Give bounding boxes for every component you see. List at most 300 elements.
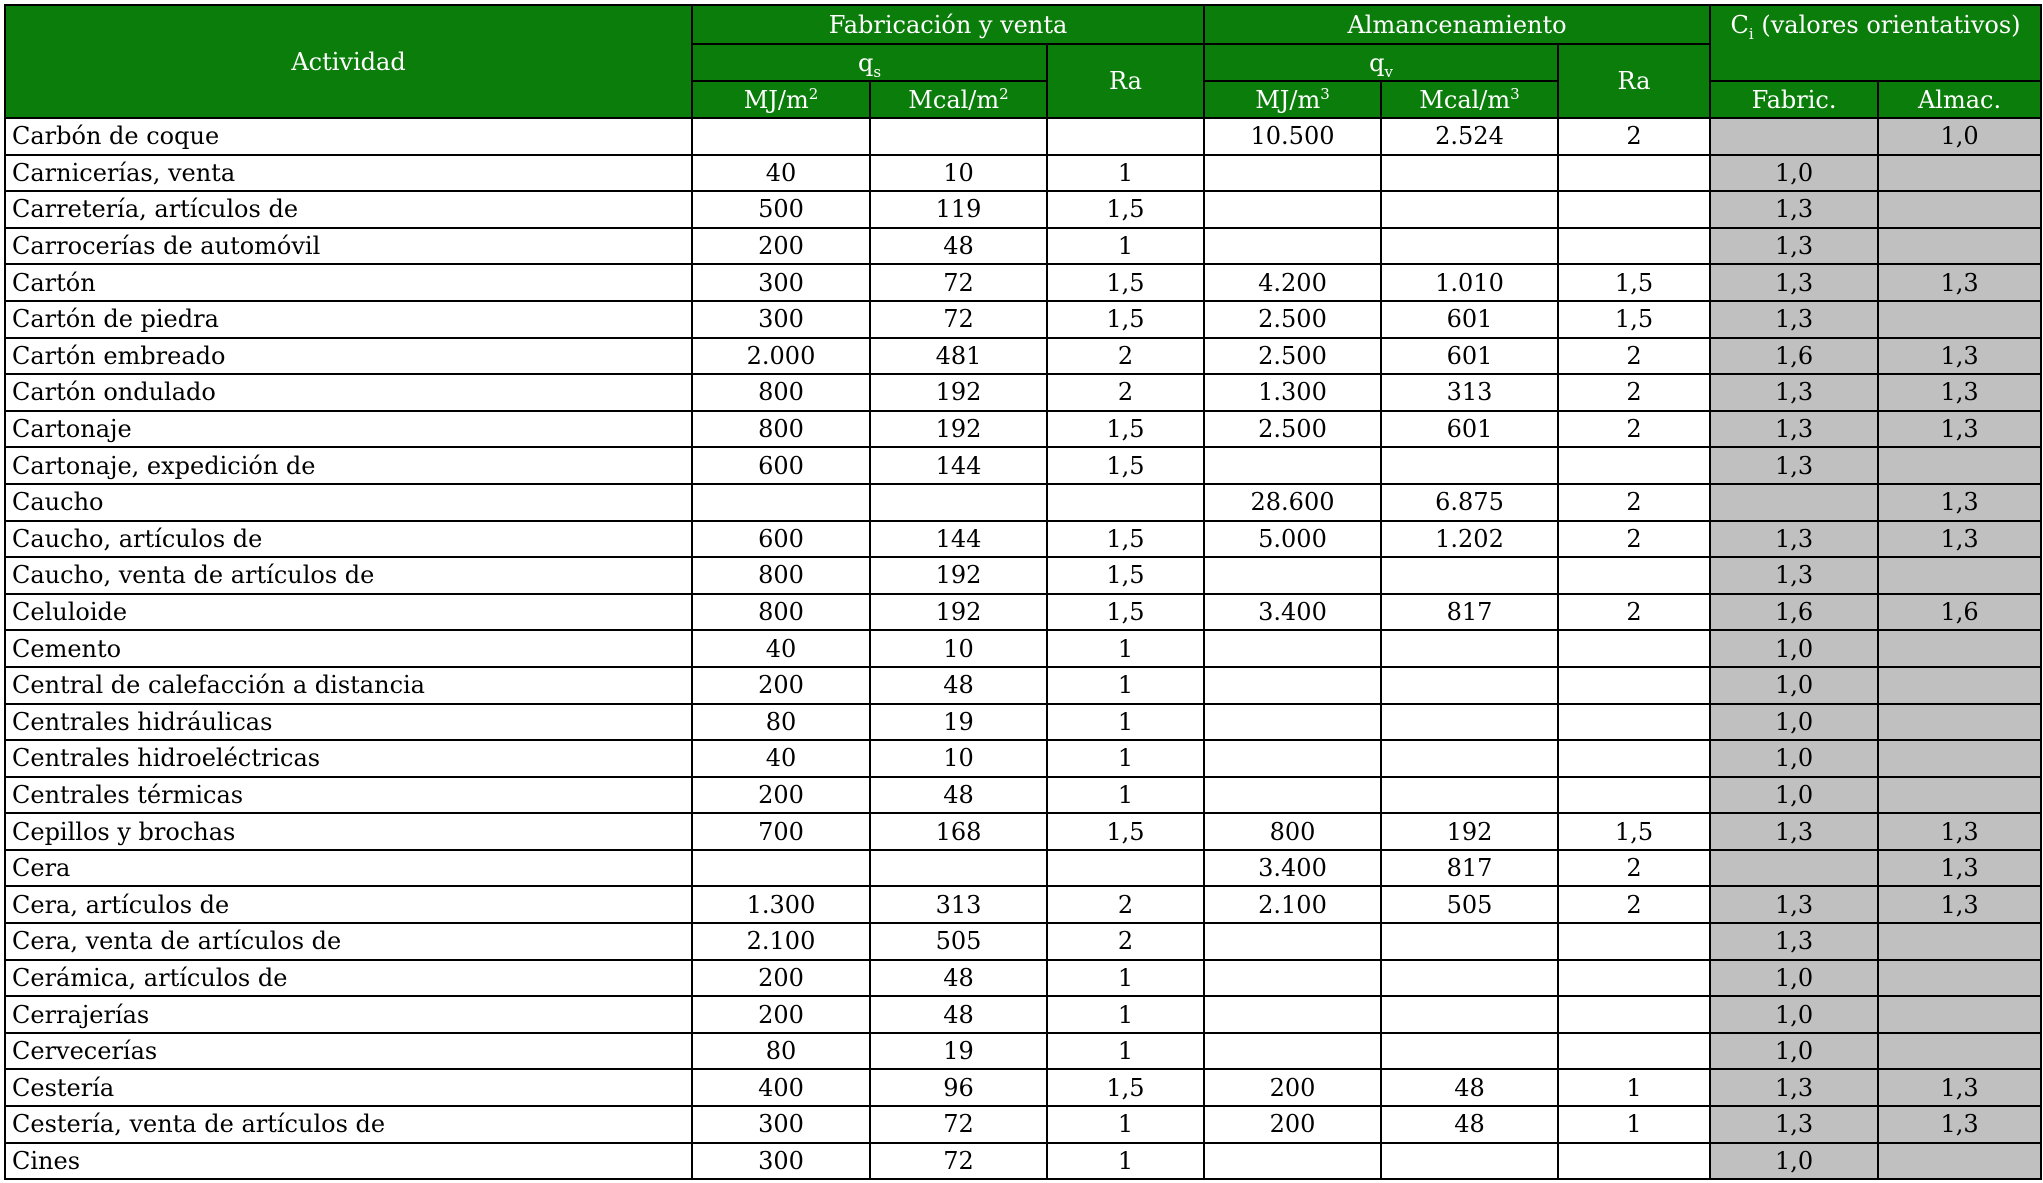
cell-almac-mcal-m3: 48: [1381, 1069, 1558, 1106]
cell-fabric-mj-m2: 2.100: [692, 923, 870, 960]
cell-almac-mj-m3: 2.500: [1204, 338, 1381, 375]
cell-almac-ra: [1558, 996, 1710, 1033]
cell-fabric-mj-m2: [692, 850, 870, 887]
cell-actividad: Cestería: [5, 1069, 692, 1106]
cell-almac-mcal-m3: 1.202: [1381, 521, 1558, 558]
cell-ci-fabric: [1710, 850, 1878, 887]
cell-almac-mcal-m3: [1381, 667, 1558, 704]
cell-fabric-mj-m2: 300: [692, 1143, 870, 1180]
cell-almac-mcal-m3: 817: [1381, 850, 1558, 887]
header-qv: $q_v$: [1204, 44, 1558, 81]
header-ra-almacenamiento: Ra: [1558, 44, 1710, 118]
cell-ci-fabric: 1,3: [1710, 447, 1878, 484]
cell-fabric-mj-m2: 80: [692, 1033, 870, 1070]
cell-almac-mj-m3: [1204, 155, 1381, 192]
cell-ci-almac: [1878, 447, 2041, 484]
cell-almac-mcal-m3: 192: [1381, 813, 1558, 850]
cell-almac-mj-m3: 200: [1204, 1069, 1381, 1106]
cell-fabric-mj-m2: 800: [692, 411, 870, 448]
cell-almac-mj-m3: [1204, 923, 1381, 960]
cell-almac-mj-m3: 10.500: [1204, 118, 1381, 155]
cell-fabric-mcal-m2: [870, 118, 1047, 155]
cell-almac-ra: [1558, 777, 1710, 814]
cell-fabric-mj-m2: 800: [692, 594, 870, 631]
cell-ci-fabric: 1,0: [1710, 1033, 1878, 1070]
cell-almac-mcal-m3: [1381, 447, 1558, 484]
cell-almac-mj-m3: [1204, 630, 1381, 667]
cell-actividad: Cemento: [5, 630, 692, 667]
cell-actividad: Cartón embreado: [5, 338, 692, 375]
cell-fabric-ra: 1: [1047, 155, 1204, 192]
cell-ci-fabric: 1,6: [1710, 594, 1878, 631]
cell-almac-ra: [1558, 667, 1710, 704]
cell-fabric-mj-m2: 1.300: [692, 886, 870, 923]
cell-fabric-mcal-m2: 505: [870, 923, 1047, 960]
cell-actividad: Cartonaje: [5, 411, 692, 448]
header-mj-m2: $MJ/m^2$: [692, 81, 870, 118]
cell-ci-fabric: [1710, 484, 1878, 521]
table-row: [5, 740, 2041, 777]
cell-ci-almac: 1,3: [1878, 264, 2041, 301]
cell-actividad: Cerrajerías: [5, 996, 692, 1033]
cell-fabric-ra: 1: [1047, 704, 1204, 741]
table-body: [5, 118, 2041, 1179]
cell-almac-mcal-m3: 2.524: [1381, 118, 1558, 155]
cell-ci-almac: [1878, 228, 2041, 265]
cell-fabric-mj-m2: 80: [692, 704, 870, 741]
table-row: [5, 1106, 2041, 1143]
cell-fabric-ra: 1,5: [1047, 557, 1204, 594]
cell-fabric-mj-m2: 700: [692, 813, 870, 850]
table-row: [5, 1143, 2041, 1180]
cell-ci-fabric: 1,3: [1710, 264, 1878, 301]
cell-fabric-ra: 1: [1047, 667, 1204, 704]
cell-almac-ra: 2: [1558, 411, 1710, 448]
cell-fabric-mcal-m2: 72: [870, 1143, 1047, 1180]
table-row: [5, 594, 2041, 631]
cell-almac-mj-m3: [1204, 704, 1381, 741]
cell-almac-mj-m3: [1204, 740, 1381, 777]
table-row: [5, 338, 2041, 375]
cell-fabric-ra: 2: [1047, 886, 1204, 923]
cell-almac-mcal-m3: 313: [1381, 374, 1558, 411]
cell-ci-almac: 1,3: [1878, 411, 2041, 448]
cell-fabric-mj-m2: 200: [692, 667, 870, 704]
cell-almac-mcal-m3: [1381, 777, 1558, 814]
cell-almac-mj-m3: [1204, 667, 1381, 704]
cell-ci-fabric: 1,0: [1710, 155, 1878, 192]
header-ra-fabricacion: Ra: [1047, 44, 1204, 118]
cell-actividad: Central de calefacción a distancia: [5, 667, 692, 704]
cell-almac-mj-m3: [1204, 1033, 1381, 1070]
cell-ci-almac: [1878, 996, 2041, 1033]
cell-ci-almac: [1878, 960, 2041, 997]
table-row: [5, 630, 2041, 667]
cell-fabric-mcal-m2: 192: [870, 411, 1047, 448]
table-row: [5, 960, 2041, 997]
table-row: [5, 667, 2041, 704]
cell-almac-ra: [1558, 447, 1710, 484]
cell-actividad: Caucho, venta de artículos de: [5, 557, 692, 594]
cell-fabric-mj-m2: 400: [692, 1069, 870, 1106]
cell-almac-mj-m3: 4.200: [1204, 264, 1381, 301]
cell-almac-mcal-m3: [1381, 228, 1558, 265]
cell-fabric-mcal-m2: 19: [870, 1033, 1047, 1070]
cell-actividad: Cera, artículos de: [5, 886, 692, 923]
cell-almac-mj-m3: [1204, 777, 1381, 814]
cell-ci-fabric: 1,0: [1710, 704, 1878, 741]
table-row: [5, 264, 2041, 301]
cell-almac-mj-m3: [1204, 557, 1381, 594]
cell-almac-ra: 1,5: [1558, 301, 1710, 338]
cell-almac-mcal-m3: [1381, 630, 1558, 667]
cell-actividad: Celuloide: [5, 594, 692, 631]
cell-fabric-mcal-m2: 48: [870, 228, 1047, 265]
cell-ci-almac: [1878, 923, 2041, 960]
cell-actividad: Centrales hidráulicas: [5, 704, 692, 741]
cell-fabric-mcal-m2: 192: [870, 374, 1047, 411]
cell-fabric-ra: 1: [1047, 740, 1204, 777]
cell-fabric-mcal-m2: [870, 484, 1047, 521]
cell-almac-mcal-m3: 6.875: [1381, 484, 1558, 521]
cell-almac-ra: [1558, 1143, 1710, 1180]
cell-fabric-mcal-m2: 10: [870, 630, 1047, 667]
cell-fabric-ra: 1,5: [1047, 521, 1204, 558]
cell-actividad: Caucho: [5, 484, 692, 521]
cell-fabric-mj-m2: [692, 484, 870, 521]
cell-actividad: Carnicerías, venta: [5, 155, 692, 192]
table-row: [5, 411, 2041, 448]
cell-actividad: Cera, venta de artículos de: [5, 923, 692, 960]
cell-ci-fabric: 1,3: [1710, 521, 1878, 558]
cell-almac-mcal-m3: 601: [1381, 338, 1558, 375]
cell-fabric-mj-m2: 40: [692, 630, 870, 667]
cell-almac-ra: 1: [1558, 1069, 1710, 1106]
cell-almac-mj-m3: [1204, 960, 1381, 997]
cell-almac-ra: [1558, 960, 1710, 997]
cell-fabric-mj-m2: 300: [692, 264, 870, 301]
table-row: [5, 557, 2041, 594]
header-mcal-m2: Mcal/$m^2$: [870, 81, 1047, 118]
cell-almac-mj-m3: 2.500: [1204, 411, 1381, 448]
cell-fabric-mj-m2: 300: [692, 301, 870, 338]
cell-ci-almac: [1878, 1143, 2041, 1180]
cell-almac-ra: 2: [1558, 338, 1710, 375]
cell-actividad: Carbón de coque: [5, 118, 692, 155]
cell-fabric-ra: 2: [1047, 923, 1204, 960]
cell-almac-mj-m3: 3.400: [1204, 594, 1381, 631]
cell-almac-mcal-m3: 48: [1381, 1106, 1558, 1143]
cell-fabric-mj-m2: 40: [692, 155, 870, 192]
cell-fabric-mj-m2: 200: [692, 996, 870, 1033]
cell-fabric-mcal-m2: 19: [870, 704, 1047, 741]
table-row: [5, 484, 2041, 521]
table-row: [5, 521, 2041, 558]
header-almacenamiento: Almancenamiento: [1204, 5, 1710, 44]
table-row: [5, 704, 2041, 741]
cell-fabric-mcal-m2: 168: [870, 813, 1047, 850]
cell-fabric-ra: 1,5: [1047, 1069, 1204, 1106]
cell-actividad: Cerámica, artículos de: [5, 960, 692, 997]
header-fabricacion-y-venta: Fabricación y venta: [692, 5, 1204, 44]
cell-ci-fabric: 1,3: [1710, 1069, 1878, 1106]
cell-actividad: Carrocerías de automóvil: [5, 228, 692, 265]
cell-fabric-ra: 2: [1047, 374, 1204, 411]
table-row: [5, 1069, 2041, 1106]
cell-ci-almac: 1,3: [1878, 813, 2041, 850]
cell-fabric-ra: 1,5: [1047, 264, 1204, 301]
cell-fabric-ra: 2: [1047, 338, 1204, 375]
table-row: [5, 374, 2041, 411]
cell-ci-almac: 1,3: [1878, 484, 2041, 521]
cell-fabric-mj-m2: 800: [692, 557, 870, 594]
cell-fabric-ra: 1,5: [1047, 813, 1204, 850]
cell-fabric-ra: 1,5: [1047, 447, 1204, 484]
header-actividad: Actividad: [5, 5, 692, 118]
cell-fabric-mcal-m2: 48: [870, 996, 1047, 1033]
cell-fabric-mj-m2: [692, 118, 870, 155]
table-row: [5, 777, 2041, 814]
cell-almac-ra: 1,5: [1558, 264, 1710, 301]
cell-almac-ra: [1558, 557, 1710, 594]
cell-almac-ra: 2: [1558, 886, 1710, 923]
cell-almac-mcal-m3: 601: [1381, 411, 1558, 448]
cell-actividad: Caucho, artículos de: [5, 521, 692, 558]
header-fabric: Fabric.: [1710, 81, 1878, 118]
cell-ci-fabric: [1710, 118, 1878, 155]
cell-almac-mj-m3: 2.100: [1204, 886, 1381, 923]
cell-ci-fabric: 1,3: [1710, 228, 1878, 265]
cell-fabric-ra: [1047, 118, 1204, 155]
cell-almac-ra: 2: [1558, 484, 1710, 521]
cell-ci-fabric: 1,3: [1710, 191, 1878, 228]
cell-fabric-mj-m2: 600: [692, 521, 870, 558]
cell-almac-mcal-m3: [1381, 960, 1558, 997]
cell-fabric-mj-m2: 200: [692, 777, 870, 814]
cell-almac-mj-m3: 200: [1204, 1106, 1381, 1143]
cell-almac-ra: [1558, 191, 1710, 228]
cell-almac-mj-m3: 5.000: [1204, 521, 1381, 558]
cell-ci-almac: [1878, 1033, 2041, 1070]
table-row: [5, 191, 2041, 228]
table-row: [5, 850, 2041, 887]
cell-ci-fabric: 1,0: [1710, 667, 1878, 704]
cell-fabric-ra: 1: [1047, 630, 1204, 667]
cell-fabric-mcal-m2: 72: [870, 264, 1047, 301]
cell-almac-ra: [1558, 155, 1710, 192]
cell-fabric-mcal-m2: 144: [870, 521, 1047, 558]
fire-load-table: [4, 4, 2042, 1180]
table-row: [5, 923, 2041, 960]
cell-actividad: Cartón: [5, 264, 692, 301]
cell-fabric-mcal-m2: 48: [870, 960, 1047, 997]
cell-actividad: Centrales térmicas: [5, 777, 692, 814]
table-row: [5, 301, 2041, 338]
cell-almac-mj-m3: [1204, 191, 1381, 228]
cell-almac-mcal-m3: [1381, 191, 1558, 228]
table-row: [5, 1033, 2041, 1070]
cell-fabric-mj-m2: 800: [692, 374, 870, 411]
cell-almac-mj-m3: [1204, 447, 1381, 484]
cell-fabric-mcal-m2: [870, 850, 1047, 887]
cell-ci-almac: 1,3: [1878, 1069, 2041, 1106]
cell-fabric-mj-m2: 500: [692, 191, 870, 228]
cell-fabric-ra: 1,5: [1047, 301, 1204, 338]
header-almac: Almac.: [1878, 81, 2041, 118]
table-row: [5, 996, 2041, 1033]
table-row: [5, 118, 2041, 155]
cell-almac-ra: [1558, 704, 1710, 741]
cell-fabric-mj-m2: 600: [692, 447, 870, 484]
cell-almac-ra: 2: [1558, 118, 1710, 155]
cell-almac-ra: [1558, 1033, 1710, 1070]
cell-almac-ra: [1558, 630, 1710, 667]
cell-ci-almac: 1,3: [1878, 1106, 2041, 1143]
cell-almac-mj-m3: 3.400: [1204, 850, 1381, 887]
cell-fabric-ra: 1: [1047, 777, 1204, 814]
cell-ci-almac: 1,3: [1878, 374, 2041, 411]
cell-fabric-mcal-m2: 481: [870, 338, 1047, 375]
table-row: [5, 155, 2041, 192]
cell-fabric-ra: 1,5: [1047, 191, 1204, 228]
cell-almac-mcal-m3: 1.010: [1381, 264, 1558, 301]
cell-almac-mj-m3: [1204, 996, 1381, 1033]
cell-fabric-mcal-m2: 72: [870, 301, 1047, 338]
cell-ci-fabric: 1,3: [1710, 411, 1878, 448]
cell-ci-fabric: 1,0: [1710, 740, 1878, 777]
cell-ci-fabric: 1,3: [1710, 1106, 1878, 1143]
cell-almac-mcal-m3: 505: [1381, 886, 1558, 923]
cell-almac-mcal-m3: [1381, 557, 1558, 594]
cell-almac-mj-m3: 1.300: [1204, 374, 1381, 411]
cell-almac-mj-m3: [1204, 228, 1381, 265]
cell-actividad: Cera: [5, 850, 692, 887]
header-mcal-m3: Mcal/$m^3$: [1381, 81, 1558, 118]
cell-fabric-ra: [1047, 484, 1204, 521]
cell-actividad: Cartón ondulado: [5, 374, 692, 411]
cell-ci-almac: 1,3: [1878, 850, 2041, 887]
cell-ci-fabric: 1,0: [1710, 630, 1878, 667]
cell-almac-mj-m3: [1204, 1143, 1381, 1180]
cell-ci-almac: [1878, 191, 2041, 228]
cell-almac-mcal-m3: [1381, 996, 1558, 1033]
cell-fabric-mcal-m2: 72: [870, 1106, 1047, 1143]
header-qs: $q_s$: [692, 44, 1047, 81]
cell-ci-almac: [1878, 301, 2041, 338]
cell-fabric-ra: 1: [1047, 1033, 1204, 1070]
cell-fabric-mj-m2: 300: [692, 1106, 870, 1143]
cell-ci-fabric: 1,0: [1710, 777, 1878, 814]
cell-fabric-ra: 1: [1047, 1106, 1204, 1143]
cell-almac-mcal-m3: [1381, 155, 1558, 192]
cell-ci-almac: [1878, 155, 2041, 192]
cell-fabric-mcal-m2: 10: [870, 155, 1047, 192]
cell-ci-almac: 1,3: [1878, 338, 2041, 375]
cell-fabric-ra: 1: [1047, 960, 1204, 997]
cell-fabric-mj-m2: 40: [692, 740, 870, 777]
cell-fabric-mj-m2: 2.000: [692, 338, 870, 375]
cell-almac-ra: 1,5: [1558, 813, 1710, 850]
cell-ci-almac: [1878, 777, 2041, 814]
cell-ci-fabric: 1,3: [1710, 923, 1878, 960]
cell-fabric-mj-m2: 200: [692, 228, 870, 265]
cell-almac-mcal-m3: 817: [1381, 594, 1558, 631]
cell-almac-ra: 2: [1558, 521, 1710, 558]
cell-fabric-ra: 1: [1047, 1143, 1204, 1180]
cell-fabric-mcal-m2: 10: [870, 740, 1047, 777]
cell-fabric-ra: 1: [1047, 228, 1204, 265]
cell-ci-fabric: 1,0: [1710, 960, 1878, 997]
cell-ci-fabric: 1,3: [1710, 301, 1878, 338]
cell-almac-mcal-m3: [1381, 1143, 1558, 1180]
cell-fabric-mcal-m2: 119: [870, 191, 1047, 228]
cell-almac-ra: [1558, 228, 1710, 265]
cell-fabric-mcal-m2: 313: [870, 886, 1047, 923]
cell-ci-fabric: 1,6: [1710, 338, 1878, 375]
cell-ci-fabric: 1,3: [1710, 374, 1878, 411]
fire-load-table-page: [4, 4, 2040, 1179]
cell-ci-fabric: 1,0: [1710, 996, 1878, 1033]
cell-almac-mj-m3: 2.500: [1204, 301, 1381, 338]
cell-actividad: Cines: [5, 1143, 692, 1180]
cell-fabric-mcal-m2: 192: [870, 594, 1047, 631]
cell-ci-almac: 1,0: [1878, 118, 2041, 155]
cell-ci-almac: 1,6: [1878, 594, 2041, 631]
cell-ci-almac: [1878, 630, 2041, 667]
table-header: [5, 5, 2041, 118]
cell-actividad: Carretería, artículos de: [5, 191, 692, 228]
cell-actividad: Cestería, venta de artículos de: [5, 1106, 692, 1143]
cell-actividad: Cartonaje, expedición de: [5, 447, 692, 484]
cell-almac-mcal-m3: [1381, 1033, 1558, 1070]
cell-fabric-mcal-m2: 144: [870, 447, 1047, 484]
cell-ci-fabric: 1,3: [1710, 813, 1878, 850]
cell-almac-mcal-m3: [1381, 704, 1558, 741]
cell-ci-almac: [1878, 704, 2041, 741]
table-row: [5, 447, 2041, 484]
cell-almac-ra: 2: [1558, 594, 1710, 631]
cell-almac-mcal-m3: [1381, 740, 1558, 777]
cell-fabric-ra: 1,5: [1047, 411, 1204, 448]
cell-fabric-mcal-m2: 48: [870, 667, 1047, 704]
cell-almac-ra: 2: [1558, 850, 1710, 887]
cell-actividad: Cartón de piedra: [5, 301, 692, 338]
header-ci-valores-orientativos: $C_i$ (valores orientativos): [1710, 5, 2041, 81]
cell-ci-fabric: 1,3: [1710, 557, 1878, 594]
cell-almac-mj-m3: 800: [1204, 813, 1381, 850]
cell-ci-almac: 1,3: [1878, 521, 2041, 558]
table-row: [5, 886, 2041, 923]
cell-fabric-mcal-m2: 192: [870, 557, 1047, 594]
table-row: [5, 813, 2041, 850]
cell-almac-ra: 2: [1558, 374, 1710, 411]
cell-actividad: Centrales hidroeléctricas: [5, 740, 692, 777]
cell-fabric-mj-m2: 200: [692, 960, 870, 997]
cell-almac-mj-m3: 28.600: [1204, 484, 1381, 521]
cell-fabric-ra: 1,5: [1047, 594, 1204, 631]
cell-ci-almac: [1878, 740, 2041, 777]
cell-actividad: Cepillos y brochas: [5, 813, 692, 850]
cell-actividad: Cervecerías: [5, 1033, 692, 1070]
cell-ci-fabric: 1,0: [1710, 1143, 1878, 1180]
cell-almac-ra: [1558, 740, 1710, 777]
cell-almac-mcal-m3: [1381, 923, 1558, 960]
cell-fabric-ra: [1047, 850, 1204, 887]
cell-ci-almac: 1,3: [1878, 886, 2041, 923]
cell-ci-almac: [1878, 557, 2041, 594]
cell-ci-almac: [1878, 667, 2041, 704]
cell-ci-fabric: 1,3: [1710, 886, 1878, 923]
